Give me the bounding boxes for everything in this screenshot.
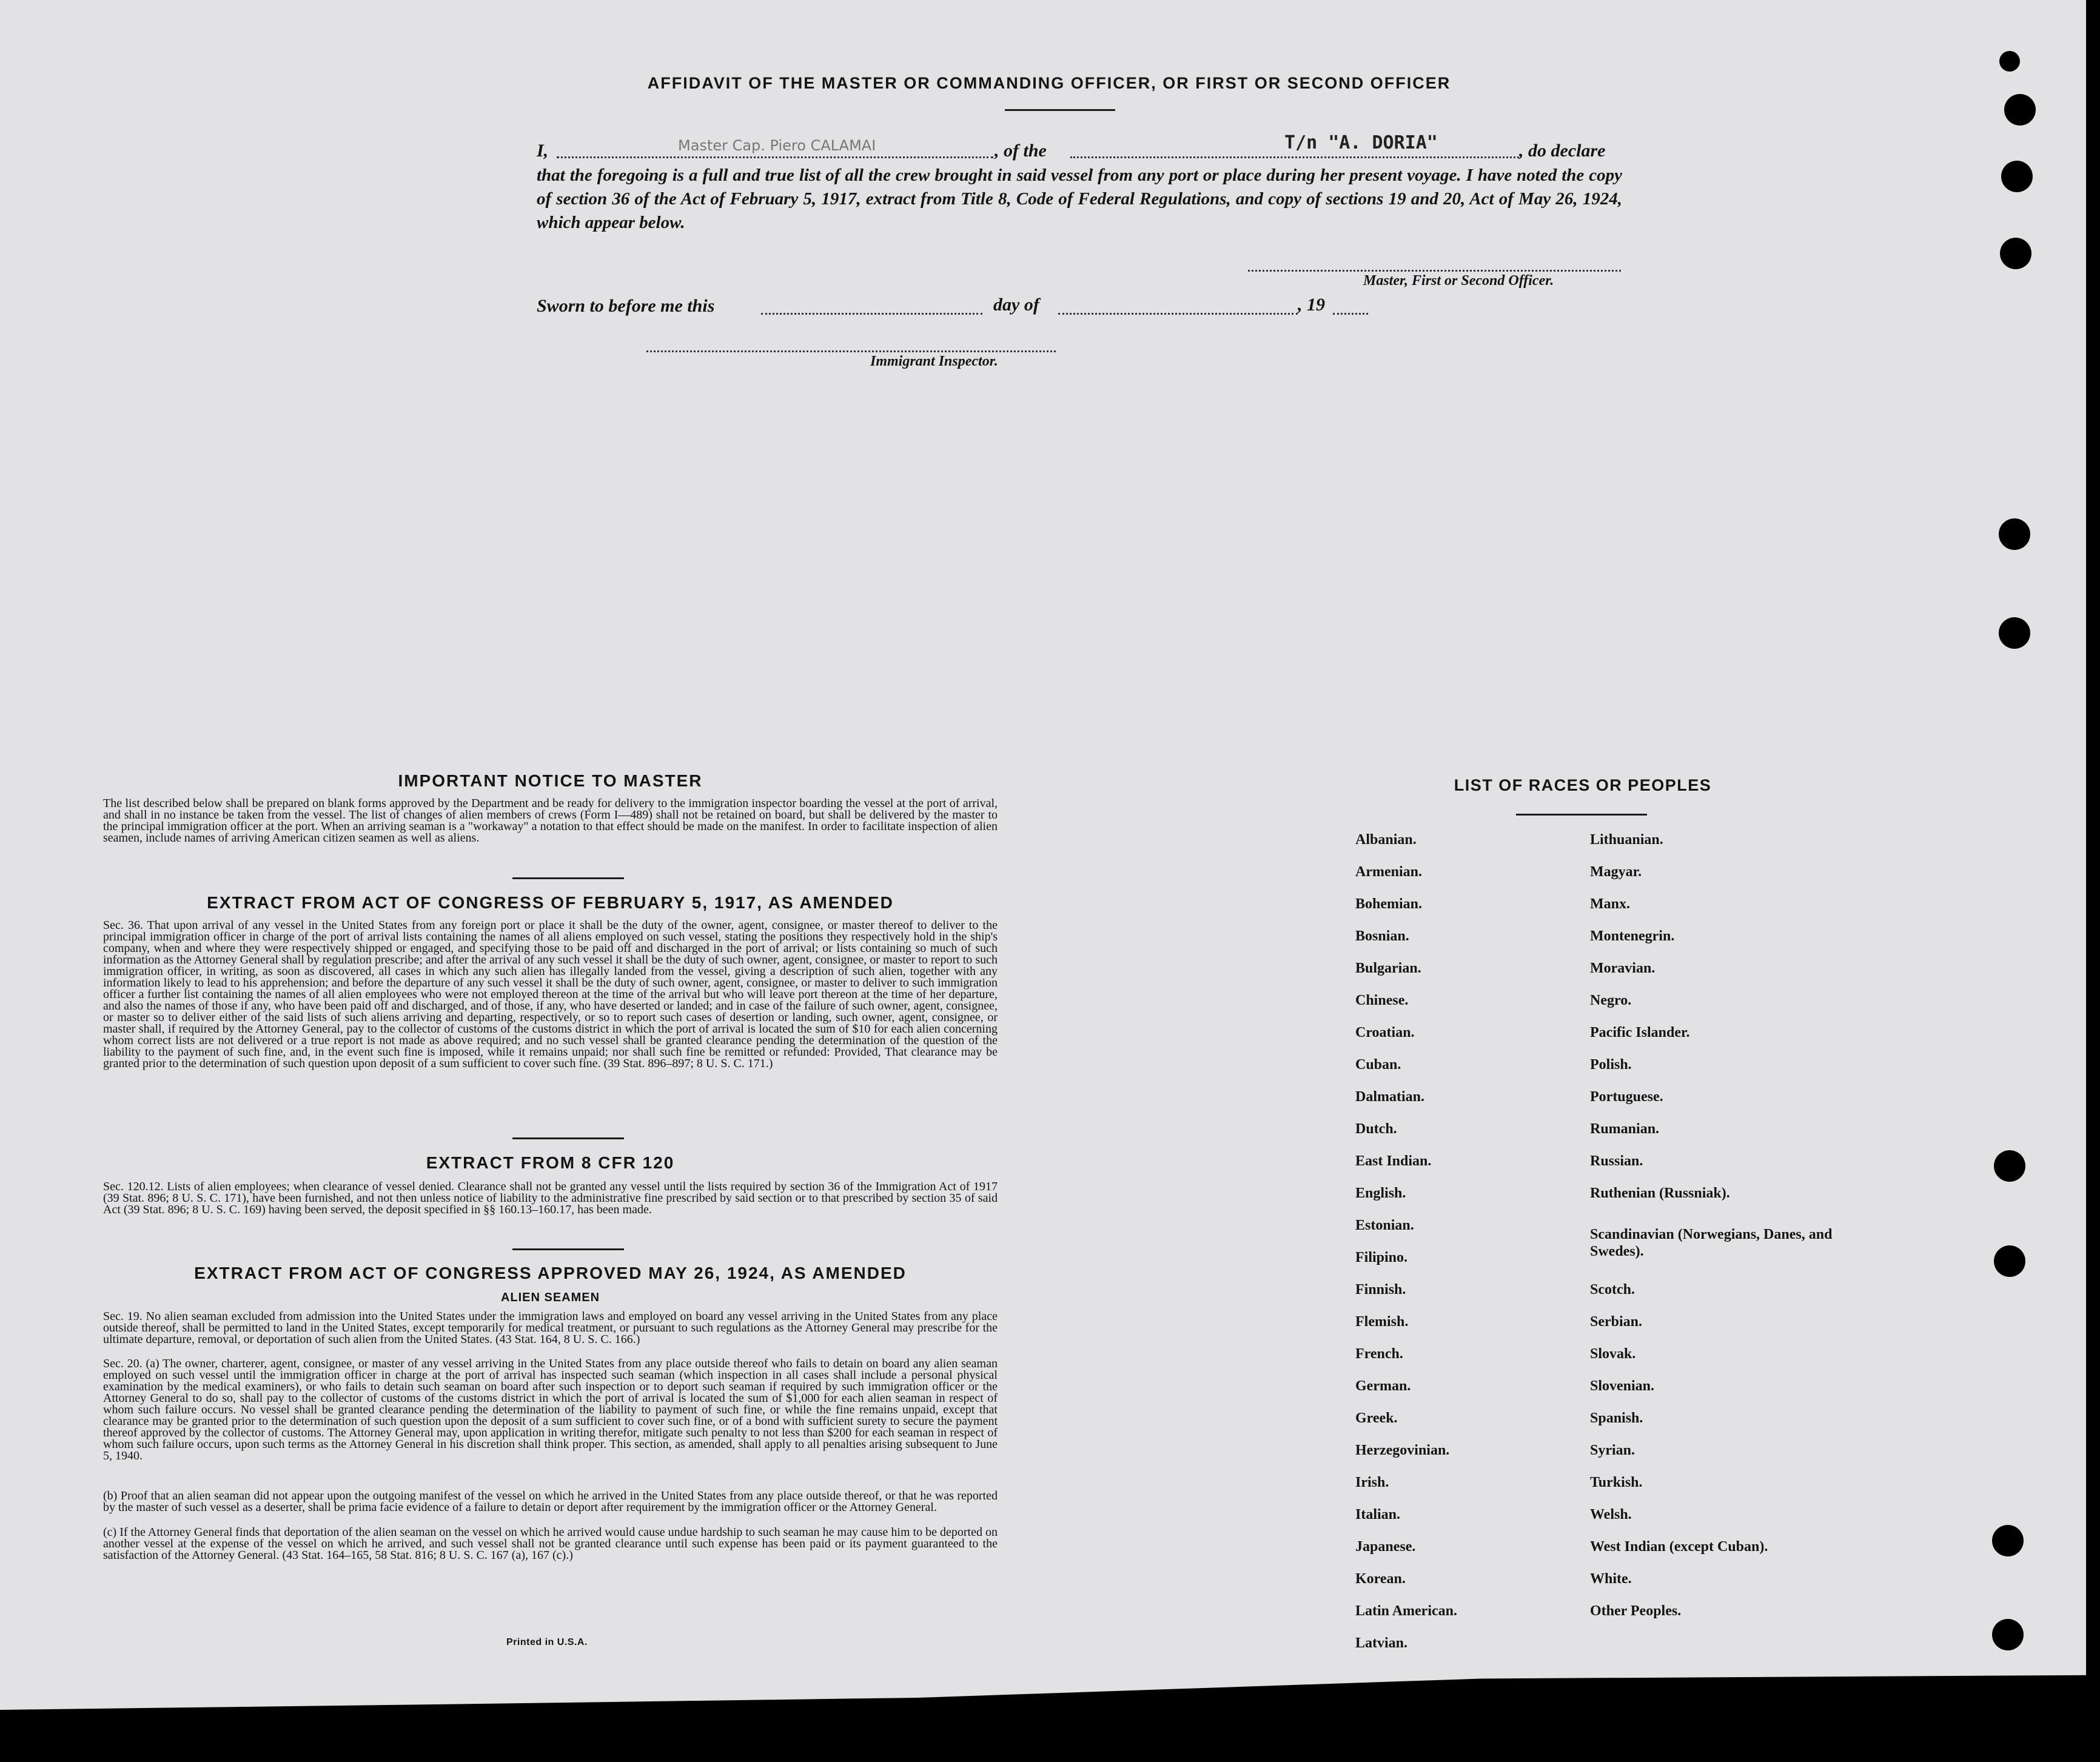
race-item: Welsh. [1590, 1507, 1632, 1522]
extract-1924-section-20b: (b) Proof that an alien seaman did not appear upon the outgoing manifest of the vessel on which he arrived in the United States from any place outside thereof, or that he was reported by the master of such vessel as a deserter, shall be prima facie evidence of a failure to detain or deport after requirement by the immigration officer or the Attorney General. [103, 1489, 998, 1514]
race-item: French. [1355, 1346, 1403, 1362]
signer-dotted-line [557, 156, 993, 158]
race-item: Bohemian. [1355, 896, 1423, 912]
race-item: Polish. [1590, 1057, 1632, 1073]
extract-1924-section-20a: Sec. 20. (a) The owner, charterer, agent, consignee, or master of any vessel arriving in the United States from any place outside thereof who fails to detain on board any alien seaman employed on such vessel until the immigration officer in charge at the port of arrival has inspected such seaman (which inspection in all cases shall include a personal physical examination by the medical examiners), or who fails to detain such seaman on board after such inspection or to deport such seaman if required by such immigration officer or the Attorney General to do so, shall pay to the collector of customs of the customs district in which the port of arrival is located the sum of $1,000 for each alien seaman in respect of whom such failure occurs. No vessel shall be granted clearance pending the determination of the liability to payment of such fine, or while the fine remains unpaid, except that clearance may be granted prior to the determination of such question upon the deposit of a sum sufficient to cover such fine, or of a bond with sufficient surety to secure the payment thereof approved by the collector of customs. The Attorney General may, upon application in writing therefor, mitigate such penalty to not less than $200 for each seaman in respect of whom such failure occurs, upon such terms as the Attorney General in his discretion shall think proper. This section, as amended, shall apply to all penalties arising subsequent to June 5, 1940. [103, 1357, 998, 1462]
affidavit-of-the: , of the [995, 141, 1047, 161]
race-item: Latvian. [1355, 1635, 1408, 1651]
race-item: Pacific Islander. [1590, 1025, 1690, 1040]
race-item: Scandinavian (Norwegians, Danes, and Swedes). [1590, 1227, 1833, 1259]
punch-hole [1999, 617, 2030, 649]
races-title: LIST OF RACES OR PEOPLES [1454, 776, 1712, 794]
master-signature-line [1248, 270, 1621, 272]
race-item: Montenegrin. [1590, 928, 1675, 944]
race-item: Other Peoples. [1590, 1603, 1682, 1619]
vessel-name: T/n "A. DORIA" [1284, 132, 1438, 153]
race-item: Rumanian. [1590, 1121, 1660, 1137]
extract-1917-title: EXTRACT FROM ACT OF CONGRESS OF FEBRUARY 5, 1917, AS AMENDED [207, 893, 894, 912]
race-item: Croatian. [1355, 1025, 1415, 1040]
title-underline [1005, 109, 1115, 111]
punch-hole [1994, 1150, 2025, 1182]
affidavit-body: that the foregoing is a full and true list of all the crew brought in said vessel from any port or place during her present voyage. I have noted the copy of section 36 of the Act of February 5, 1917, extract from Title 8, Code of Federal Regulations, and copy of sections 19 and 20, Act of May 26, 1924, which appear below. [537, 166, 1622, 232]
race-item: Latin American. [1355, 1603, 1457, 1619]
race-item: Scotch. [1590, 1282, 1635, 1298]
race-item: Russian. [1590, 1153, 1643, 1169]
punch-hole [1992, 1619, 2024, 1650]
race-item: Ruthenian (Russniak). [1590, 1185, 1730, 1201]
race-item: Slovak. [1590, 1346, 1636, 1362]
divider [512, 1137, 624, 1139]
printed-in-usa: Printed in U.S.A. [506, 1637, 588, 1647]
affidavit-do-declare: , do declare [1519, 141, 1606, 161]
race-item: Manx. [1590, 896, 1630, 912]
race-item: Slovenian. [1590, 1378, 1655, 1394]
race-item: Negro. [1590, 993, 1632, 1008]
race-item: English. [1355, 1185, 1406, 1201]
races-column-2 [1590, 832, 1845, 1635]
race-item: Moravian. [1590, 960, 1656, 976]
race-item: Bulgarian. [1355, 960, 1421, 976]
affidavit-i-label: I, [537, 141, 549, 161]
race-item: Syrian. [1590, 1442, 1635, 1458]
race-item: Spanish. [1590, 1410, 1643, 1426]
punch-hole [1999, 51, 2020, 72]
race-item: Italian. [1355, 1507, 1401, 1522]
sworn-day-line [761, 313, 982, 315]
extract-cfr-title: EXTRACT FROM 8 CFR 120 [426, 1153, 675, 1172]
signer-handwritten: Master Cap. Piero CALAMAI [678, 137, 876, 154]
vessel-dotted-line [1070, 156, 1519, 158]
punch-hole [1994, 1245, 2025, 1277]
divider [512, 877, 624, 879]
race-item: Finnish. [1355, 1282, 1406, 1298]
race-item: Lithuanian. [1590, 832, 1663, 848]
race-item: Dalmatian. [1355, 1089, 1424, 1105]
master-caption: Master, First or Second Officer. [1363, 273, 1554, 289]
race-item: Albanian. [1355, 832, 1417, 848]
day-of-label: day of [993, 295, 1039, 315]
divider [512, 1248, 624, 1250]
race-item: Dutch. [1355, 1121, 1397, 1137]
races-underline [1516, 814, 1647, 816]
punch-hole [2004, 94, 2036, 126]
race-item: German. [1355, 1378, 1411, 1394]
race-item: Irish. [1355, 1475, 1389, 1490]
race-item: Filipino. [1355, 1250, 1408, 1265]
races-column-1 [1355, 832, 1457, 1667]
race-item: Japanese. [1355, 1539, 1416, 1555]
sworn-label: Sworn to before me this [537, 296, 715, 316]
extract-1917-text: Sec. 36. That upon arrival of any vessel in the United States from any foreign port or place it shall be the duty of the owner, agent, consignee, or master thereof to deliver to the principal immigration officer in charge of the port of arrival lists containing the names of all aliens employed on such vessel, stating the positions they respectively hold in the ship's company, when and where they were respectively shipped or engaged, and specifying those to be paid off and discharged in the port of arrival; or lists containing so much of such information as the Attorney General shall by regulation prescribe; and after the arrival of any such vessel it shall be the duty of such owner, agent, consignee, or master to report to such immigration officer, in writing, as soon as discovered, all cases in which any such alien has illegally landed from the vessel, giving a description of such alien, together with any information likely to lead to his apprehension; and before the departure of any such vessel it shall be the duty of such owner, agent, consignee, or master to deliver to such immigration officer a further list containing the names of all alien employees who were not employed thereon at the time of the arrival but who will leave port thereon at the time of her departure, and also the names of those if any, who have been paid off and discharged, and of those, if any, who have deserted or landed; and in case of the failure of such owner, agent, consignee, or master so to deliver either of the said lists of such aliens arriving and departing, respectively, or so to report such cases of desertion or landing, such owner, agent, consignee, or master shall, if required by the Attorney General, pay to the collector of customs of the customs district in which the port of arrival is located the sum of $10 for each alien concerning whom correct lists are not delivered or a true report is not made as above required; and no such vessel shall be granted clearance pending the determination of the question of the liability to the payment of such fine, and, in the event such fine is imposed, while it remains unpaid; nor shall such fine be remitted or refunded: Provided, That clearance may be granted prior to the determination of such question upon deposit of a sum sufficient to cover such fine. (39 Stat. 896–897; 8 U. S. C. 171.) [103, 919, 998, 1070]
year-prefix: , 19 [1298, 295, 1325, 315]
extract-cfr-text: Sec. 120.12. Lists of alien employees; when clearance of vessel denied. Clearance shall not be granted any vessel until the lists required by section 36 of the Immigration Act of 1917 (39 Stat. 896; 8 U. S. C. 171), have been furnished, and not then unless notice of liability to the administrative fine prescribed by said section or to that prescribed by section 35 of said Act (39 Stat. 896; 8 U. S. C. 169) having been served, the deposit specified in §§ 160.13–160.17, has been made. [103, 1180, 998, 1216]
sworn-year-line [1333, 313, 1368, 315]
race-item: Bosnian. [1355, 928, 1409, 944]
race-item: Chinese. [1355, 993, 1409, 1008]
extract-1924-title: EXTRACT FROM ACT OF CONGRESS APPROVED MAY 26, 1924, AS AMENDED [194, 1264, 907, 1282]
race-item: Armenian. [1355, 864, 1422, 880]
race-item: Korean. [1355, 1571, 1406, 1587]
punch-hole [1992, 1525, 2024, 1556]
race-item: Magyar. [1590, 864, 1642, 880]
race-item: Estonian. [1355, 1218, 1414, 1233]
sworn-month-line [1058, 313, 1298, 315]
race-item: Greek. [1355, 1410, 1398, 1426]
race-item: Flemish. [1355, 1314, 1409, 1330]
race-item: White. [1590, 1571, 1632, 1587]
race-item: West Indian (except Cuban). [1590, 1539, 1768, 1555]
race-item: Serbian. [1590, 1314, 1643, 1330]
alien-seamen-subtitle: ALIEN SEAMEN [500, 1291, 600, 1304]
race-item: Portuguese. [1590, 1089, 1663, 1105]
race-item: Cuban. [1355, 1057, 1401, 1073]
punch-hole [2000, 238, 2031, 269]
punch-hole [1999, 518, 2030, 550]
punch-hole [2001, 161, 2033, 192]
notice-text: The list described below shall be prepared on blank forms approved by the Department and be ready for delivery to the immigration inspector boarding the vessel at the port of arrival, and shall in no instance be taken from the vessel. The list of changes of alien members of crews (Form I—489) shall not be retained on board, but shall be delivered by the master to the principal immigration officer at the port. When an arriving seaman is a "workaway" a notation to that effect should be made on the manifest. In order to facilitate inspection of alien seamen, include names of arriving American citizen seamen as well as aliens. [103, 797, 998, 845]
inspector-caption: Immigrant Inspector. [870, 353, 998, 369]
race-item: Herzegovinian. [1355, 1442, 1450, 1458]
affidavit-title: AFFIDAVIT OF THE MASTER OR COMMANDING OFFICER, OR FIRST OR SECOND OFFICER [647, 74, 1451, 92]
race-item: East Indian. [1355, 1153, 1432, 1169]
race-item: Turkish. [1590, 1475, 1643, 1490]
extract-1924-section-20c: (c) If the Attorney General finds that deportation of the alien seaman on the vessel on which he arrived would cause undue hardship to such seaman he may cause him to be deported on another vessel at the expense of the vessel on which he arrived, and such vessel shall not be granted clearance until such expense has been paid or its payment guaranteed to the satisfaction of the Attorney General. (43 Stat. 164–165, 58 Stat. 816; 8 U. S. C. 167 (a), 167 (c).) [103, 1526, 998, 1562]
inspector-signature-line [646, 350, 1056, 352]
extract-1924-section-19: Sec. 19. No alien seaman excluded from admission into the United States under the immigration laws and employed on board any vessel arriving in the United States from any place outside thereof, shall be permitted to land in the United States, except temporarily for medical treatment, or pursuant to such regulations as the Attorney General may prescribe for the ultimate departure, removal, or deportation of such alien from the United States. (43 Stat. 164, 8 U. S. C. 166.) [103, 1310, 998, 1346]
notice-title: IMPORTANT NOTICE TO MASTER [398, 771, 703, 790]
